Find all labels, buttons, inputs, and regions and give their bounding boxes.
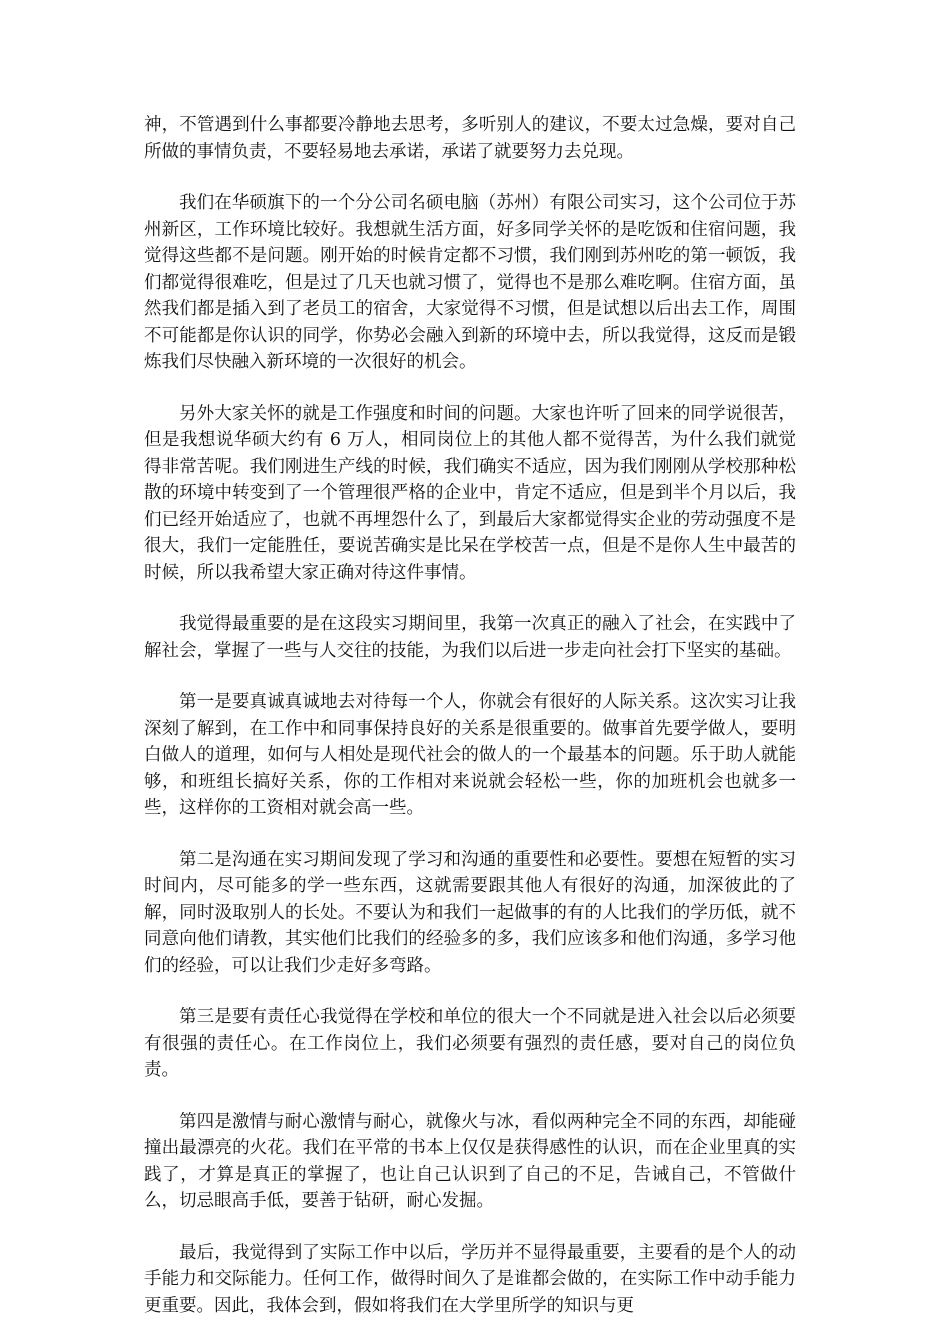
paragraph-most-important: 我觉得最重要的是在这段实习期间里，我第一次真正的融入了社会，在实践中了解社会，掌握了一些与人交往的技能，为我们以后进一步走向社会打下坚实的基础。 [144, 614, 796, 661]
paragraph-work-intensity: 另外大家关怀的就是工作强度和时间的问题。大家也许听了回来的同学说很苦，但是我想说华硕大约有 6 万人，相同岗位上的其他人都不觉得苦，为什么我们就觉得非常苦呢。我们刚进生产线的时候，我们确实不适应，因为我们刚刚从学校那种松散的环境中转变到了一个管理很严格的企业中，肯定不适应，但是到半个月以后，我们已经开始适应了，也就不再埋怨什么了，到最后大家都觉得实企业的劳动强度不是很大，我们一定能胜任，要说苦确实是比呆在学校苦一点，但是不是你人生中最苦的时候，所以我希望大家正确对待这件事情。 [144, 403, 796, 583]
paragraph-internship-company: 我们在华硕旗下的一个分公司名硕电脑（苏州）有限公司实习，这个公司位于苏州新区，工作环境比较好。我想就生活方面，好多同学关怀的是吃饭和住宿问题，我觉得这些都不是问题。刚开始的时候肯定都不习惯，我们刚到苏州吃的第一顿饭，我们都觉得很难吃，但是过了几天也就习惯了，觉得也不是那么难吃啊。住宿方面，虽然我们都是插入到了老员工的宿舍，大家觉得不习惯，但是试想以后出去工作，周围不可能都是你认识的同学，你势必会融入到新的环境中去，所以我觉得，这反而是锻炼我们尽快融入新环境的一次很好的机会。 [144, 193, 796, 372]
paragraph-continuation: 神，不管遇到什么事都要冷静地去思考，多听别人的建议，不要太过急燥，要对自己所做的事情负责，不要轻易地去承诺，承诺了就要努力去兑现。 [144, 115, 796, 162]
paragraph-communication: 第二是沟通在实习期间发现了学习和沟通的重要性和必要性。要想在短暂的实习时间内，尽可能多的学一些东西，这就需要跟其他人有很好的沟通，加深彼此的了解，同时汲取别人的长处。不要认为和我们一起做事的有的人比我们的学历低，就不同意向他们请教，其实他们比我们的经验多的多，我们应该多和他们沟通，多学习他们的经验，可以让我们少走好多弯路。 [144, 849, 796, 976]
paragraph-finally: 最后，我觉得到了实际工作中以后，学历并不显得最重要，主要看的是个人的动手能力和交际能力。任何工作，做得时间久了是谁都会做的，在实际工作中动手能力更重要。因此，我体会到，假如将我们在大学里所学的知识与更 [144, 1242, 796, 1316]
paragraph-sincerity: 第一是要真诚真诚地去对待每一个人，你就会有很好的人际关系。这次实习让我深刻了解到，在工作中和同事保持良好的关系是很重要的。做事首先要学做人，要明白做人的道理，如何与人相处是现代社会的做人的一个最基本的问题。乐于助人就能够，和班组长搞好关系，你的工作相对来说就会轻松一些，你的加班机会也就多一些，这样你的工资相对就会高一些。 [144, 692, 796, 818]
document-page [144, 112, 796, 1344]
paragraph-passion-patience: 第四是激情与耐心激情与耐心，就像火与冰，看似两种完全不同的东西，却能碰撞出最漂亮的火花。我们在平常的书本上仅仅是获得感性的认识，而在企业里真的实践了，才算是真正的掌握了，也让自己认识到了自己的不足，告诫自己，不管做什么，切忌眼高手低，要善于钻研，耐心发掘。 [144, 1111, 796, 1211]
paragraph-responsibility: 第三是要有责任心我觉得在学校和单位的很大一个不同就是进入社会以后必须要有很强的责任心。在工作岗位上，我们必须要有强烈的责任感，要对自己的岗位负责。 [144, 1007, 796, 1080]
